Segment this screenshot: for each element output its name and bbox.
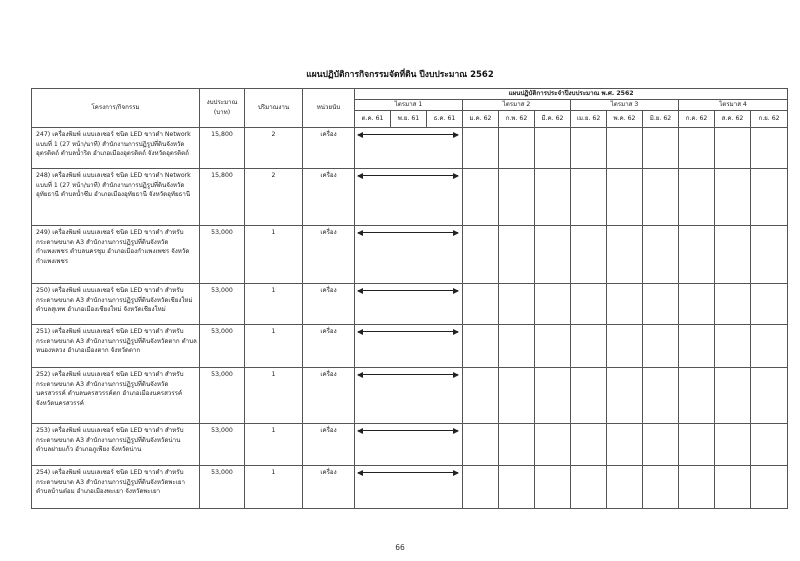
budget-cell: 53,000 bbox=[200, 226, 245, 284]
month-cell bbox=[751, 466, 788, 509]
month-cell bbox=[715, 368, 751, 424]
header-quantity: ปริมาณงาน bbox=[245, 89, 303, 128]
project-cell: 250) เครื่องพิมพ์ แบบเลเซอร์ ชนิด LED ขาวดำ สำหรับกระดาษขนาด A3 สำนักงานการปฏิรูปที่ดินจังหวัดเชียงใหม่ ตำบลสุเทพ อำเภอเมืองเชียงใหม่ จังหวัดเชียงใหม่ bbox=[32, 284, 200, 325]
timeline-arrow bbox=[358, 374, 458, 375]
unit-cell: เครื่อง bbox=[303, 466, 355, 509]
timeline-q1-cell bbox=[355, 169, 463, 226]
month-cell bbox=[751, 424, 788, 466]
month-cell bbox=[643, 284, 679, 325]
budget-cell: 53,000 bbox=[200, 424, 245, 466]
month-cell bbox=[607, 226, 643, 284]
timeline-q1-cell bbox=[355, 466, 463, 509]
month-cell bbox=[715, 466, 751, 509]
quantity-cell: 1 bbox=[245, 424, 303, 466]
header-month: มี.ค. 62 bbox=[535, 111, 571, 128]
quantity-cell: 2 bbox=[245, 128, 303, 169]
header-month: พ.ย. 61 bbox=[391, 111, 427, 128]
month-cell bbox=[715, 128, 751, 169]
month-cell bbox=[643, 169, 679, 226]
unit-cell: เครื่อง bbox=[303, 284, 355, 325]
timeline-arrow bbox=[358, 290, 458, 291]
project-cell: 248) เครื่องพิมพ์ แบบเลเซอร์ ชนิด LED ขาวดำ Network แบบที่ 1 (27 หน้า/นาที) สำนักงานการปฏิรูปที่ดินจังหวัดอุทัยธานี ตำบลน้ำซึม อำเภอเมืองอุทัยธานี จังหวัดอุทัยธานี bbox=[32, 169, 200, 226]
page-number: 66 bbox=[395, 543, 405, 552]
project-cell: 249) เครื่องพิมพ์ แบบเลเซอร์ ชนิด LED ขาวดำ สำหรับกระดาษขนาด A3 สำนักงานการปฏิรูปที่ดินจังหวัดกำแพงเพชร ตำบลนครชุม อำเภอเมืองกำแพงเพชร จังหวัดกำแพงเพชร bbox=[32, 226, 200, 284]
unit-cell: เครื่อง bbox=[303, 169, 355, 226]
header-quarter-4: ไตรมาส 4 bbox=[679, 100, 788, 111]
month-cell bbox=[679, 325, 715, 368]
timeline-q1-cell bbox=[355, 284, 463, 325]
month-cell bbox=[571, 325, 607, 368]
header-month: มิ.ย. 62 bbox=[643, 111, 679, 128]
budget-cell: 53,000 bbox=[200, 284, 245, 325]
month-cell bbox=[607, 169, 643, 226]
month-cell bbox=[535, 226, 571, 284]
table-header bbox=[32, 89, 788, 128]
budget-cell: 53,000 bbox=[200, 325, 245, 368]
month-cell bbox=[463, 128, 499, 169]
month-cell bbox=[751, 368, 788, 424]
month-cell bbox=[535, 368, 571, 424]
month-cell bbox=[607, 368, 643, 424]
month-cell bbox=[679, 169, 715, 226]
header-plan: แผนปฏิบัติการประจำปีงบประมาณ พ.ศ. 2562 bbox=[355, 89, 788, 100]
timeline-q1-cell bbox=[355, 128, 463, 169]
month-cell bbox=[751, 226, 788, 284]
month-cell bbox=[499, 128, 535, 169]
month-cell bbox=[571, 226, 607, 284]
timeline-arrow bbox=[358, 430, 458, 431]
month-cell bbox=[571, 466, 607, 509]
month-cell bbox=[463, 226, 499, 284]
table-body bbox=[32, 128, 788, 509]
header-project: โครงการ/กิจกรรม bbox=[32, 89, 200, 128]
project-cell: 252) เครื่องพิมพ์ แบบเลเซอร์ ชนิด LED ขาวดำ สำหรับกระดาษขนาด A3 สำนักงานการปฏิรูปที่ดินจังหวัดนครสวรรค์ ตำบลนครสวรรค์ตก อำเภอเมืองนครสวรรค์ จังหวัดนครสวรรค์ bbox=[32, 368, 200, 424]
project-cell: 253) เครื่องพิมพ์ แบบเลเซอร์ ชนิด LED ขาวดำ สำหรับกระดาษขนาด A3 สำนักงานการปฏิรูปที่ดินจังหวัดน่าน ตำบลฝายแก้ว อำเภอภูเพียง จังหวัดน่าน bbox=[32, 424, 200, 466]
header-quarter-1: ไตรมาส 1 bbox=[355, 100, 463, 111]
header-month: ม.ค. 62 bbox=[463, 111, 499, 128]
timeline-arrow bbox=[358, 472, 458, 473]
header-month: ต.ค. 61 bbox=[355, 111, 391, 128]
month-cell bbox=[607, 466, 643, 509]
timeline-q1-cell bbox=[355, 226, 463, 284]
timeline-q1-cell bbox=[355, 325, 463, 368]
month-cell bbox=[463, 284, 499, 325]
table-row bbox=[32, 169, 788, 226]
month-cell bbox=[751, 169, 788, 226]
month-cell bbox=[715, 226, 751, 284]
month-cell bbox=[679, 226, 715, 284]
month-cell bbox=[571, 368, 607, 424]
month-cell bbox=[643, 424, 679, 466]
month-cell bbox=[571, 169, 607, 226]
month-cell bbox=[499, 368, 535, 424]
month-cell bbox=[463, 169, 499, 226]
month-cell bbox=[535, 424, 571, 466]
project-cell: 247) เครื่องพิมพ์ แบบเลเซอร์ ชนิด LED ขาวดำ Network แบบที่ 1 (27 หน้า/นาที) สำนักงานการปฏิรูปที่ดินจังหวัดอุตรดิตถ์ ตำบลน้ำริด อำเภอเมืองอุตรดิตถ์ จังหวัดอุตรดิตถ์ bbox=[32, 128, 200, 169]
month-cell bbox=[643, 128, 679, 169]
month-cell bbox=[499, 169, 535, 226]
project-cell: 251) เครื่องพิมพ์ แบบเลเซอร์ ชนิด LED ขาวดำ สำหรับกระดาษขนาด A3 สำนักงานการปฏิรูปที่ดินจังหวัดตาก ตำบลหนองหลวง อำเภอเมืองตาก จังหวัดตาก bbox=[32, 325, 200, 368]
month-cell bbox=[499, 226, 535, 284]
month-cell bbox=[499, 284, 535, 325]
month-cell bbox=[535, 284, 571, 325]
month-cell bbox=[715, 169, 751, 226]
month-cell bbox=[715, 424, 751, 466]
budget-cell: 15,800 bbox=[200, 128, 245, 169]
quantity-cell: 1 bbox=[245, 226, 303, 284]
month-cell bbox=[499, 424, 535, 466]
table-row bbox=[32, 226, 788, 284]
month-cell bbox=[607, 424, 643, 466]
month-cell bbox=[751, 325, 788, 368]
month-cell bbox=[463, 466, 499, 509]
unit-cell: เครื่อง bbox=[303, 368, 355, 424]
header-quarter-2: ไตรมาส 2 bbox=[463, 100, 571, 111]
header-month: ก.ค. 62 bbox=[679, 111, 715, 128]
quantity-cell: 1 bbox=[245, 368, 303, 424]
month-cell bbox=[679, 424, 715, 466]
budget-cell: 53,000 bbox=[200, 466, 245, 509]
timeline-arrow bbox=[358, 175, 458, 176]
table-row bbox=[32, 368, 788, 424]
header-month: ธ.ค. 61 bbox=[427, 111, 463, 128]
project-cell: 254) เครื่องพิมพ์ แบบเลเซอร์ ชนิด LED ขาวดำ สำหรับกระดาษขนาด A3 สำนักงานการปฏิรูปที่ดินจังหวัดพะเยา ตำบลบ้านต๋อม อำเภอเมืองพะเยา จังหวัดพะเยา bbox=[32, 466, 200, 509]
month-cell bbox=[679, 368, 715, 424]
month-cell bbox=[643, 325, 679, 368]
month-cell bbox=[643, 466, 679, 509]
table-row bbox=[32, 284, 788, 325]
header-month: พ.ค. 62 bbox=[607, 111, 643, 128]
header-month: ก.ย. 62 bbox=[751, 111, 788, 128]
month-cell bbox=[679, 128, 715, 169]
month-cell bbox=[571, 284, 607, 325]
table-row bbox=[32, 128, 788, 169]
month-cell bbox=[679, 284, 715, 325]
timeline-arrow bbox=[358, 232, 458, 233]
timeline-q1-cell bbox=[355, 424, 463, 466]
header-month: ก.พ. 62 bbox=[499, 111, 535, 128]
month-cell bbox=[499, 325, 535, 368]
month-cell bbox=[643, 226, 679, 284]
table-row bbox=[32, 466, 788, 509]
month-cell bbox=[571, 128, 607, 169]
month-cell bbox=[463, 424, 499, 466]
action-plan-table bbox=[31, 88, 788, 509]
header-month: ส.ค. 62 bbox=[715, 111, 751, 128]
month-cell bbox=[463, 368, 499, 424]
month-cell bbox=[679, 466, 715, 509]
month-cell bbox=[643, 368, 679, 424]
month-cell bbox=[571, 424, 607, 466]
timeline-q1-cell bbox=[355, 368, 463, 424]
month-cell bbox=[715, 284, 751, 325]
month-cell bbox=[607, 284, 643, 325]
quantity-cell: 1 bbox=[245, 284, 303, 325]
month-cell bbox=[751, 128, 788, 169]
header-budget: งบประมาณ (บาท) bbox=[200, 89, 245, 128]
budget-cell: 53,000 bbox=[200, 368, 245, 424]
month-cell bbox=[607, 325, 643, 368]
quantity-cell: 2 bbox=[245, 169, 303, 226]
header-month: เม.ย. 62 bbox=[571, 111, 607, 128]
month-cell bbox=[607, 128, 643, 169]
month-cell bbox=[715, 325, 751, 368]
month-cell bbox=[499, 466, 535, 509]
header-unit: หน่วยนับ bbox=[303, 89, 355, 128]
document-title: แผนปฏิบัติการกิจกรรมจัดที่ดิน ปีงบประมาณ 2562 bbox=[306, 70, 494, 80]
unit-cell: เครื่อง bbox=[303, 226, 355, 284]
budget-cell: 15,800 bbox=[200, 169, 245, 226]
month-cell bbox=[535, 128, 571, 169]
timeline-arrow bbox=[358, 331, 458, 332]
month-cell bbox=[535, 325, 571, 368]
unit-cell: เครื่อง bbox=[303, 424, 355, 466]
month-cell bbox=[751, 284, 788, 325]
unit-cell: เครื่อง bbox=[303, 325, 355, 368]
header-quarter-3: ไตรมาส 3 bbox=[571, 100, 679, 111]
month-cell bbox=[535, 169, 571, 226]
quantity-cell: 1 bbox=[245, 325, 303, 368]
unit-cell: เครื่อง bbox=[303, 128, 355, 169]
timeline-arrow bbox=[358, 134, 458, 135]
month-cell bbox=[463, 325, 499, 368]
table-row bbox=[32, 424, 788, 466]
quantity-cell: 1 bbox=[245, 466, 303, 509]
table-row bbox=[32, 325, 788, 368]
month-cell bbox=[535, 466, 571, 509]
